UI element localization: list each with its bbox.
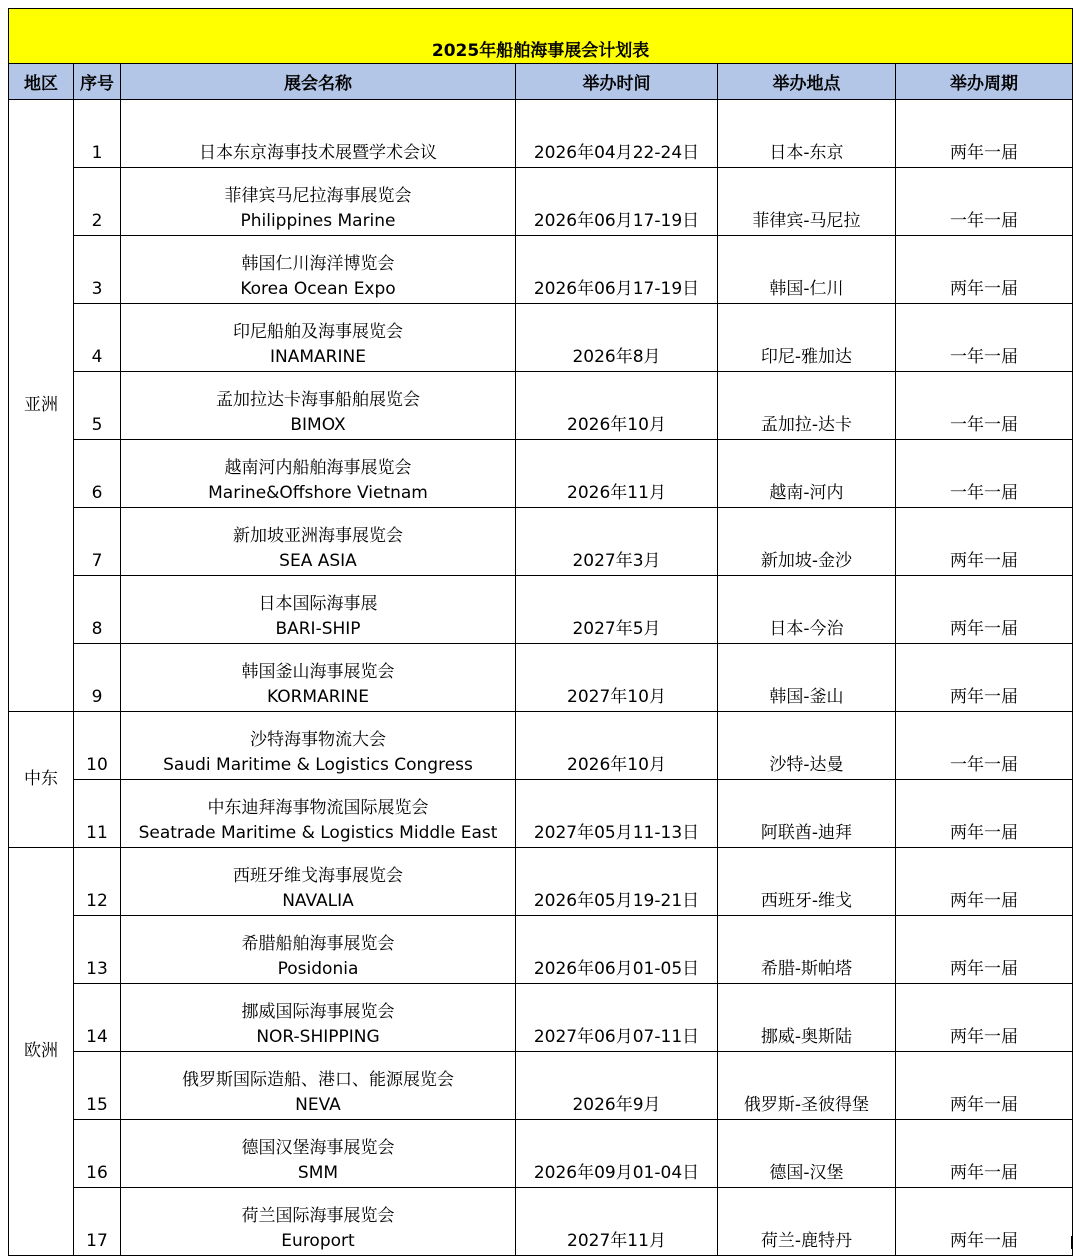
exhibition-name-en: Philippines Marine — [240, 211, 396, 231]
exhibition-name-cell — [121, 916, 516, 984]
exhibition-time: 2027年5月 — [516, 576, 718, 644]
exhibition-name-en: NEVA — [295, 1095, 341, 1115]
exhibition-name-cell — [121, 712, 516, 780]
exhibition-location: 俄罗斯-圣彼得堡 — [718, 1052, 896, 1120]
exhibition-location: 日本-东京 — [718, 100, 896, 168]
table-row — [9, 100, 1073, 168]
exhibition-time: 2026年06月01-05日 — [516, 916, 718, 984]
exhibition-location: 沙特-达曼 — [718, 712, 896, 780]
row-index: 14 — [74, 984, 121, 1052]
header-cycle: 举办周期 — [896, 64, 1073, 100]
row-index: 8 — [74, 576, 121, 644]
exhibition-time: 2027年11月 — [516, 1188, 718, 1256]
exhibition-schedule-table — [8, 8, 1073, 1256]
row-index: 17 — [74, 1188, 121, 1256]
exhibition-name-en: SMM — [297, 1163, 339, 1183]
exhibition-name-cell — [121, 236, 516, 304]
exhibition-name-en: BIMOX — [290, 415, 346, 435]
exhibition-time: 2026年10月 — [516, 712, 718, 780]
table-row — [9, 576, 1073, 644]
header-region: 地区 — [9, 64, 74, 100]
exhibition-name-cn: 荷兰国际海事展览会 — [241, 1206, 395, 1226]
row-index: 7 — [74, 508, 121, 576]
table-row — [9, 440, 1073, 508]
exhibition-time: 2027年10月 — [516, 644, 718, 712]
row-index: 6 — [74, 440, 121, 508]
exhibition-cycle: 两年一届 — [896, 916, 1073, 984]
exhibition-name-cn: 西班牙维戈海事展览会 — [233, 866, 403, 886]
exhibition-cycle: 两年一届 — [896, 848, 1073, 916]
exhibition-name-cn: 日本东京海事技术展暨学术会议 — [199, 143, 437, 163]
exhibition-cycle: 一年一届 — [896, 712, 1073, 780]
exhibition-cycle: 两年一届 — [896, 100, 1073, 168]
exhibition-name-cn: 韩国釜山海事展览会 — [241, 662, 395, 682]
exhibition-name-en: KORMARINE — [267, 687, 369, 707]
exhibition-name-cell — [121, 372, 516, 440]
exhibition-name-cell — [121, 440, 516, 508]
exhibition-name-cell — [121, 304, 516, 372]
header-row — [9, 64, 1073, 100]
region-cell: 欧洲 — [9, 848, 74, 1256]
exhibition-location: 西班牙-维戈 — [718, 848, 896, 916]
exhibition-name-en: Seatrade Maritime & Logistics Middle East — [138, 823, 498, 843]
sheet-title: 2025年船舶海事展会计划表 — [9, 9, 1073, 64]
exhibition-location: 荷兰-鹿特丹 — [718, 1188, 896, 1256]
table-row — [9, 168, 1073, 236]
table-row — [9, 848, 1073, 916]
exhibition-name-cell — [121, 780, 516, 848]
exhibition-name-cn: 越南河内船舶海事展览会 — [224, 458, 412, 478]
exhibition-time: 2026年04月22-24日 — [516, 100, 718, 168]
exhibition-name-cell — [121, 576, 516, 644]
exhibition-cycle: 两年一届 — [896, 984, 1073, 1052]
header-index: 序号 — [74, 64, 121, 100]
row-index: 2 — [74, 168, 121, 236]
exhibition-location: 希腊-斯帕塔 — [718, 916, 896, 984]
exhibition-name-cell — [121, 984, 516, 1052]
exhibition-name-en: NOR-SHIPPING — [256, 1027, 380, 1047]
exhibition-time: 2027年06月07-11日 — [516, 984, 718, 1052]
row-index: 16 — [74, 1120, 121, 1188]
exhibition-name-cn: 韩国仁川海洋博览会 — [241, 254, 395, 274]
exhibition-name-en: Posidonia — [277, 959, 359, 979]
table-row — [9, 644, 1073, 712]
exhibition-name-cn: 德国汉堡海事展览会 — [241, 1138, 395, 1158]
exhibition-cycle: 两年一届 — [896, 1188, 1073, 1256]
exhibition-location: 印尼-雅加达 — [718, 304, 896, 372]
exhibition-cycle: 两年一届 — [896, 236, 1073, 304]
exhibition-location: 阿联酋-迪拜 — [718, 780, 896, 848]
exhibition-name-cn: 印尼船舶及海事展览会 — [233, 322, 403, 342]
exhibition-name-en: SEA ASIA — [279, 551, 357, 571]
row-index: 1 — [74, 100, 121, 168]
exhibition-name-cn: 沙特海事物流大会 — [250, 730, 386, 750]
header-name: 展会名称 — [121, 64, 516, 100]
table-row — [9, 1120, 1073, 1188]
table-body — [9, 100, 1073, 1256]
exhibition-location: 韩国-仁川 — [718, 236, 896, 304]
exhibition-time: 2026年11月 — [516, 440, 718, 508]
header-location: 举办地点 — [718, 64, 896, 100]
row-index: 15 — [74, 1052, 121, 1120]
exhibition-cycle: 两年一届 — [896, 1120, 1073, 1188]
exhibition-location: 日本-今治 — [718, 576, 896, 644]
exhibition-cycle: 两年一届 — [896, 644, 1073, 712]
exhibition-time: 2026年09月01-04日 — [516, 1120, 718, 1188]
exhibition-location: 挪威-奥斯陆 — [718, 984, 896, 1052]
table-row — [9, 984, 1073, 1052]
table-row — [9, 712, 1073, 780]
exhibition-name-cn: 孟加拉达卡海事船舶展览会 — [216, 390, 420, 410]
table-row — [9, 508, 1073, 576]
table-row — [9, 916, 1073, 984]
exhibition-location: 德国-汉堡 — [718, 1120, 896, 1188]
exhibition-name-cell — [121, 100, 516, 168]
exhibition-location: 韩国-釜山 — [718, 644, 896, 712]
table-row — [9, 236, 1073, 304]
exhibition-name-en: Marine&Offshore Vietnam — [208, 483, 428, 503]
table-row — [9, 780, 1073, 848]
exhibition-name-cell — [121, 644, 516, 712]
exhibition-time: 2026年05月19-21日 — [516, 848, 718, 916]
exhibition-name-en: Saudi Maritime & Logistics Congress — [163, 755, 473, 775]
table-row — [9, 304, 1073, 372]
exhibition-name-cn: 挪威国际海事展览会 — [241, 1002, 395, 1022]
exhibition-cycle: 一年一届 — [896, 168, 1073, 236]
exhibition-name-cn: 希腊船舶海事展览会 — [241, 934, 395, 954]
exhibition-name-cn: 日本国际海事展 — [258, 594, 378, 614]
exhibition-location: 孟加拉-达卡 — [718, 372, 896, 440]
exhibition-time: 2027年3月 — [516, 508, 718, 576]
exhibition-name-cell — [121, 1052, 516, 1120]
exhibition-time: 2026年8月 — [516, 304, 718, 372]
exhibition-name-cell — [121, 168, 516, 236]
exhibition-cycle: 两年一届 — [896, 576, 1073, 644]
exhibition-location: 越南-河内 — [718, 440, 896, 508]
table-row — [9, 1052, 1073, 1120]
exhibition-name-en: Europort — [281, 1231, 355, 1251]
exhibition-time: 2026年10月 — [516, 372, 718, 440]
exhibition-location: 菲律宾-马尼拉 — [718, 168, 896, 236]
exhibition-name-en: Korea Ocean Expo — [240, 279, 396, 299]
exhibition-name-cn: 俄罗斯国际造船、港口、能源展览会 — [182, 1070, 454, 1090]
next-row-stub — [8, 1236, 1072, 1249]
exhibition-time: 2027年05月11-13日 — [516, 780, 718, 848]
row-index: 9 — [74, 644, 121, 712]
row-index: 12 — [74, 848, 121, 916]
row-index: 11 — [74, 780, 121, 848]
row-index: 3 — [74, 236, 121, 304]
row-index: 5 — [74, 372, 121, 440]
exhibition-name-cn: 新加坡亚洲海事展览会 — [233, 526, 403, 546]
table-row — [9, 372, 1073, 440]
row-index: 4 — [74, 304, 121, 372]
exhibition-name-cell — [121, 848, 516, 916]
exhibition-cycle: 一年一届 — [896, 372, 1073, 440]
row-index: 10 — [74, 712, 121, 780]
exhibition-name-en: BARI-SHIP — [275, 619, 361, 639]
exhibition-name-en: INAMARINE — [270, 347, 366, 367]
exhibition-name-en: NAVALIA — [282, 891, 354, 911]
exhibition-cycle: 两年一届 — [896, 780, 1073, 848]
exhibition-name-cell — [121, 508, 516, 576]
row-index: 13 — [74, 916, 121, 984]
region-cell: 亚洲 — [9, 100, 74, 712]
exhibition-time: 2026年9月 — [516, 1052, 718, 1120]
exhibition-location: 新加坡-金沙 — [718, 508, 896, 576]
exhibition-cycle: 两年一届 — [896, 508, 1073, 576]
exhibition-name-cn: 中东迪拜海事物流国际展览会 — [207, 798, 429, 818]
exhibition-name-cell — [121, 1120, 516, 1188]
exhibition-name-cn: 菲律宾马尼拉海事展览会 — [224, 186, 412, 206]
exhibition-time: 2026年06月17-19日 — [516, 236, 718, 304]
exhibition-cycle: 一年一届 — [896, 304, 1073, 372]
exhibition-cycle: 两年一届 — [896, 1052, 1073, 1120]
region-cell: 中东 — [9, 712, 74, 848]
exhibition-cycle: 一年一届 — [896, 440, 1073, 508]
exhibition-time: 2026年06月17-19日 — [516, 168, 718, 236]
header-time: 举办时间 — [516, 64, 718, 100]
